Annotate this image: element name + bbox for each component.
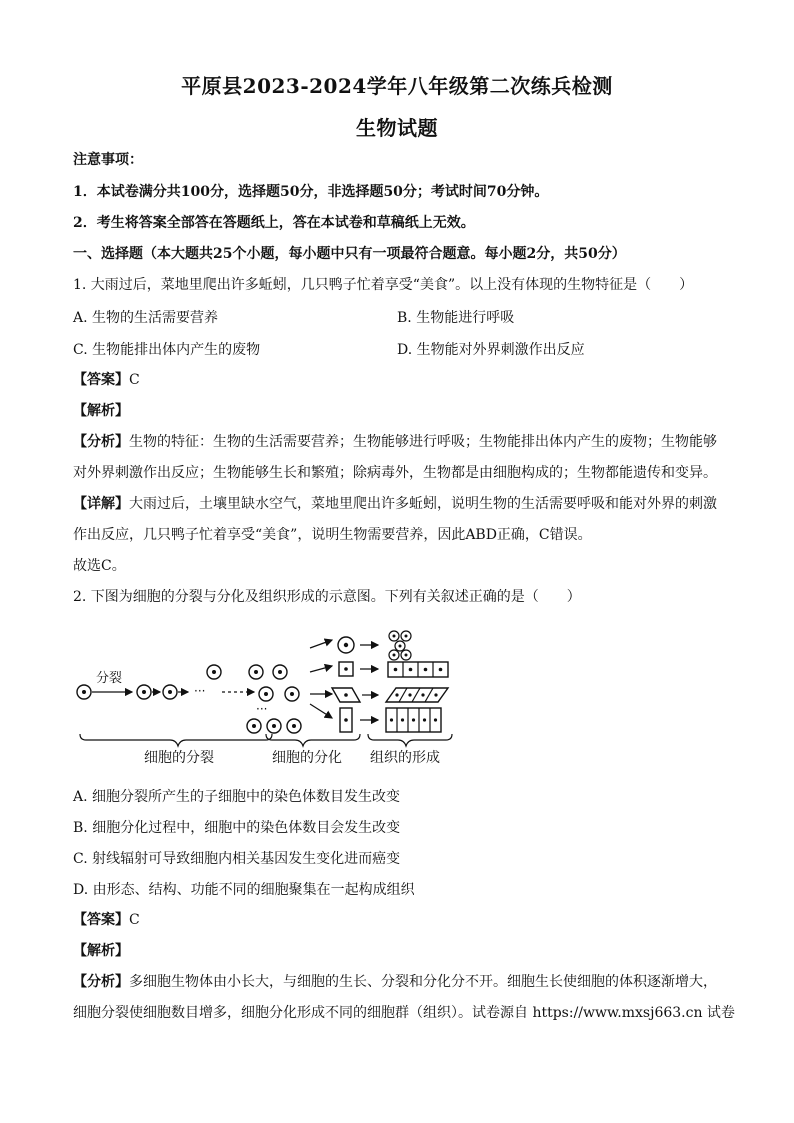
- question-2-stem: 2. 下图为细胞的分裂与分化及组织形成的示意图。下列有关叙述正确的是（ ）: [73, 589, 581, 605]
- question-1-option-d: D. 生物能对外界刺激作出反应: [397, 342, 585, 358]
- cell-icon: [259, 687, 273, 701]
- tissue-label: 组织的形成: [370, 750, 440, 766]
- divide-arrow-label: 分裂: [96, 671, 123, 686]
- long-cell-tissue: [386, 708, 441, 732]
- question-2-option-a: A. 细胞分裂所产生的子细胞中的染色体数目发生改变: [73, 789, 401, 805]
- cell-icon: [249, 665, 263, 679]
- round-cell-cluster: [389, 631, 411, 660]
- cell-icon: [287, 719, 301, 733]
- division-label: 细胞的分裂: [144, 750, 214, 766]
- tissue-brace: [368, 734, 452, 746]
- fenxi-tag: 【分析】: [73, 974, 129, 990]
- answer-tag: 【答案】: [73, 372, 129, 388]
- question-1-stem: 1. 大雨过后，菜地里爬出许多蚯蚓，几只鸭子忙着享受“美食”。以上没有体现的生物特征是（ ）: [73, 277, 694, 293]
- section-heading: 一、选择题（本大题共25个小题，每小题中只有一项最符合题意。每小题2分，共50分）: [73, 246, 626, 262]
- question-2-analysis-tag: 【解析】: [73, 943, 129, 959]
- question-1-fenxi-line-2: 对外界刺激作出反应；生物能够生长和繁殖；除病毒外，生物都是由细胞构成的；生物都能遗传和变异。: [73, 465, 717, 481]
- fenxi-text: 生物的特征：生物的生活需要营养；生物能够进行呼吸；生物能排出体内产生的废物；生物能够: [129, 434, 717, 450]
- question-1-option-b: B. 生物能进行呼吸: [397, 310, 515, 326]
- question-1-answer: [73, 370, 754, 390]
- square-cell-tissue: [388, 662, 448, 677]
- answer-tag: 【答案】: [73, 912, 129, 928]
- fenxi-tag: 【分析】: [73, 434, 129, 450]
- question-2-fenxi-line-2: 细胞分裂使细胞数目增多，细胞分化形成不同的细胞群（组织）。试卷源自 https://www.mxsj663.cn 试卷: [73, 1005, 735, 1021]
- rhombus-cell-tissue: [386, 688, 448, 702]
- ellipsis-dots: ···: [256, 702, 268, 716]
- rhombus-cell-icon: [332, 688, 360, 702]
- round-cell-icon: [338, 637, 354, 653]
- question-2-option-d: D. 由形态、结构、功能不同的细胞聚集在一起构成组织: [73, 882, 415, 898]
- cell-icon: [273, 665, 287, 679]
- exam-subtitle: 生物试题: [356, 116, 438, 140]
- differentiation-brace: [266, 734, 360, 746]
- arrow: [310, 666, 332, 672]
- question-1-option-c: C. 生物能排出体内产生的废物: [73, 342, 261, 358]
- ellipsis-dots: ···: [194, 684, 206, 698]
- notes-heading: 注意事项：: [73, 152, 143, 168]
- exam-title: 平原县2023-2024学年八年级第二次练兵检测: [181, 74, 613, 98]
- cell-icon: [77, 685, 91, 699]
- answer-value: C: [129, 912, 140, 928]
- long-cell-icon: [340, 708, 352, 732]
- question-2-answer: [73, 910, 754, 930]
- answer-value: C: [129, 372, 140, 388]
- square-cell-icon: [339, 662, 353, 676]
- division-brace: [80, 734, 272, 746]
- question-2-option-c: C. 射线辐射可导致细胞内相关基因发生变化进而癌变: [73, 851, 401, 867]
- question-1-analysis-tag: 【解析】: [73, 403, 129, 419]
- cell-icon: [247, 719, 261, 733]
- arrow: [310, 640, 332, 648]
- cell-icon: [267, 719, 281, 733]
- cell-icon: [285, 687, 299, 701]
- cell-icon: [137, 685, 151, 699]
- question-1-xiangjie-line-1: [73, 494, 754, 514]
- cell-icon: [207, 665, 221, 679]
- cell-division-diagram: [70, 628, 460, 768]
- question-1-option-a: A. 生物的生活需要营养: [73, 310, 219, 326]
- xiangjie-text: 大雨过后，土壤里缺水空气，菜地里爬出许多蚯蚓，说明生物的生活需要呼吸和能对外界的刺激: [129, 496, 717, 512]
- xiangjie-tag: 【详解】: [73, 496, 129, 512]
- question-1-fenxi-line-1: [73, 432, 754, 452]
- question-1-conclusion: 故选C。: [73, 558, 126, 574]
- question-2-option-b: B. 细胞分化过程中，细胞中的染色体数目会发生改变: [73, 820, 401, 836]
- cell-icon: [163, 685, 177, 699]
- notes-item-2: 2．考生将答案全部答在答题纸上，答在本试卷和草稿纸上无效。: [73, 215, 475, 231]
- fenxi-text: 多细胞生物体由小长大，与细胞的生长、分裂和分化分不开。细胞生长使细胞的体积逐渐增大，: [129, 974, 717, 990]
- differentiation-label: 细胞的分化: [272, 750, 342, 766]
- arrow: [310, 704, 332, 718]
- question-1-xiangjie-line-2: 作出反应，几只鸭子忙着享受“美食”，说明生物需要营养，因此ABD正确，C错误。: [73, 527, 592, 543]
- notes-item-1: 1．本试卷满分共100分，选择题50分，非选择题50分；考试时间70分钟。: [73, 184, 549, 200]
- question-2-fenxi-line-1: [73, 972, 754, 992]
